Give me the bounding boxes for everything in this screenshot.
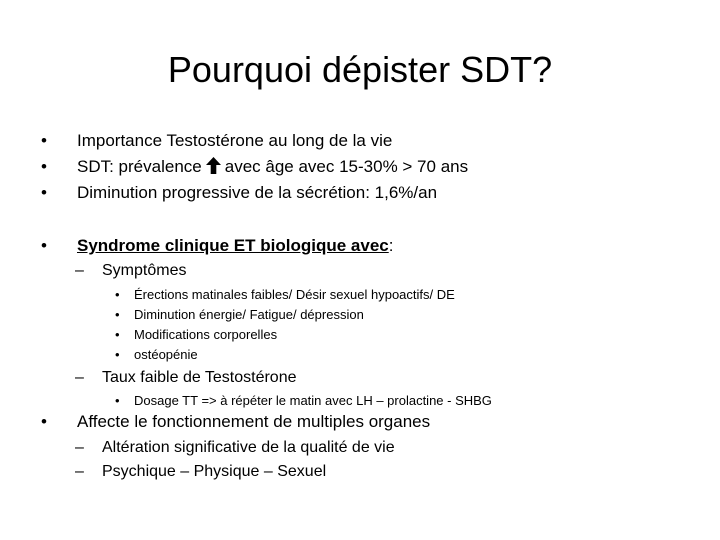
bullet-marker: •	[41, 412, 47, 431]
sub-item-text: Symptômes	[102, 262, 187, 279]
dash-marker: –	[75, 262, 84, 279]
sub-sub-item-energie	[115, 305, 364, 325]
sub-item-psychique	[75, 462, 326, 482]
bullet-marker: •	[115, 347, 120, 362]
sub-sub-item-osteopenie	[115, 345, 198, 365]
bullet-text: Diminution progressive de la sécrétion: 1,6%/an	[77, 183, 438, 202]
bullet-item-importance	[41, 131, 392, 151]
bullet-item-affecte	[41, 412, 430, 432]
bullet-marker: •	[41, 183, 47, 202]
sub-item-symptomes	[75, 261, 186, 281]
sub-item-text: Altération significative de la qualité de vie	[102, 439, 395, 456]
bullet-marker: •	[115, 287, 120, 302]
bullet-text-after: avec âge avec 15-30% > 70 ans	[224, 157, 469, 176]
bullet-marker: •	[41, 131, 47, 150]
bullet-marker: •	[115, 393, 120, 408]
sub-sub-item-dosage	[115, 391, 492, 411]
dash-marker: –	[75, 439, 84, 456]
bullet-marker: •	[115, 327, 120, 342]
sub-item-text: Taux faible de Testostérone	[102, 369, 297, 386]
sub-sub-item-text: Diminution énergie/ Fatigue/ dépression	[134, 307, 364, 322]
sub-sub-item-text: ostéopénie	[134, 347, 198, 362]
bullet-item-diminution	[41, 183, 437, 203]
sub-item-alteration	[75, 438, 395, 458]
slide-title: Pourquoi dépister SDT?	[167, 49, 553, 90]
bullet-text: Affecte le fonctionnement de multiples organes	[77, 412, 431, 431]
bullet-text-emphasis: Syndrome clinique ET biologique avec	[77, 236, 389, 255]
sub-sub-item-modifications	[115, 325, 277, 345]
sub-sub-item-text: Érections matinales faibles/ Désir sexuel hypoactifs/ DE	[134, 287, 455, 302]
sub-item-taux-faible	[75, 368, 297, 388]
bullet-marker: •	[41, 236, 47, 255]
bullet-text-colon: :	[388, 236, 394, 255]
sub-sub-item-text: Modifications corporelles	[134, 327, 278, 342]
bullet-item-prevalence	[41, 157, 468, 179]
bullet-marker: •	[41, 157, 47, 176]
sub-sub-item-text: Dosage TT => à répéter le matin avec LH – prolactine - SHBG	[134, 393, 492, 408]
bullet-item-syndrome	[41, 236, 393, 256]
bullet-text: Importance Testostérone au long de la vie	[77, 131, 393, 150]
up-arrow-icon	[206, 157, 221, 179]
bullet-marker: •	[115, 307, 120, 322]
sub-item-text: Psychique – Physique – Sexuel	[102, 463, 327, 480]
bullet-text-before: SDT: prévalence	[77, 157, 202, 176]
dash-marker: –	[75, 369, 84, 386]
dash-marker: –	[75, 463, 84, 480]
sub-sub-item-erections	[115, 285, 455, 305]
